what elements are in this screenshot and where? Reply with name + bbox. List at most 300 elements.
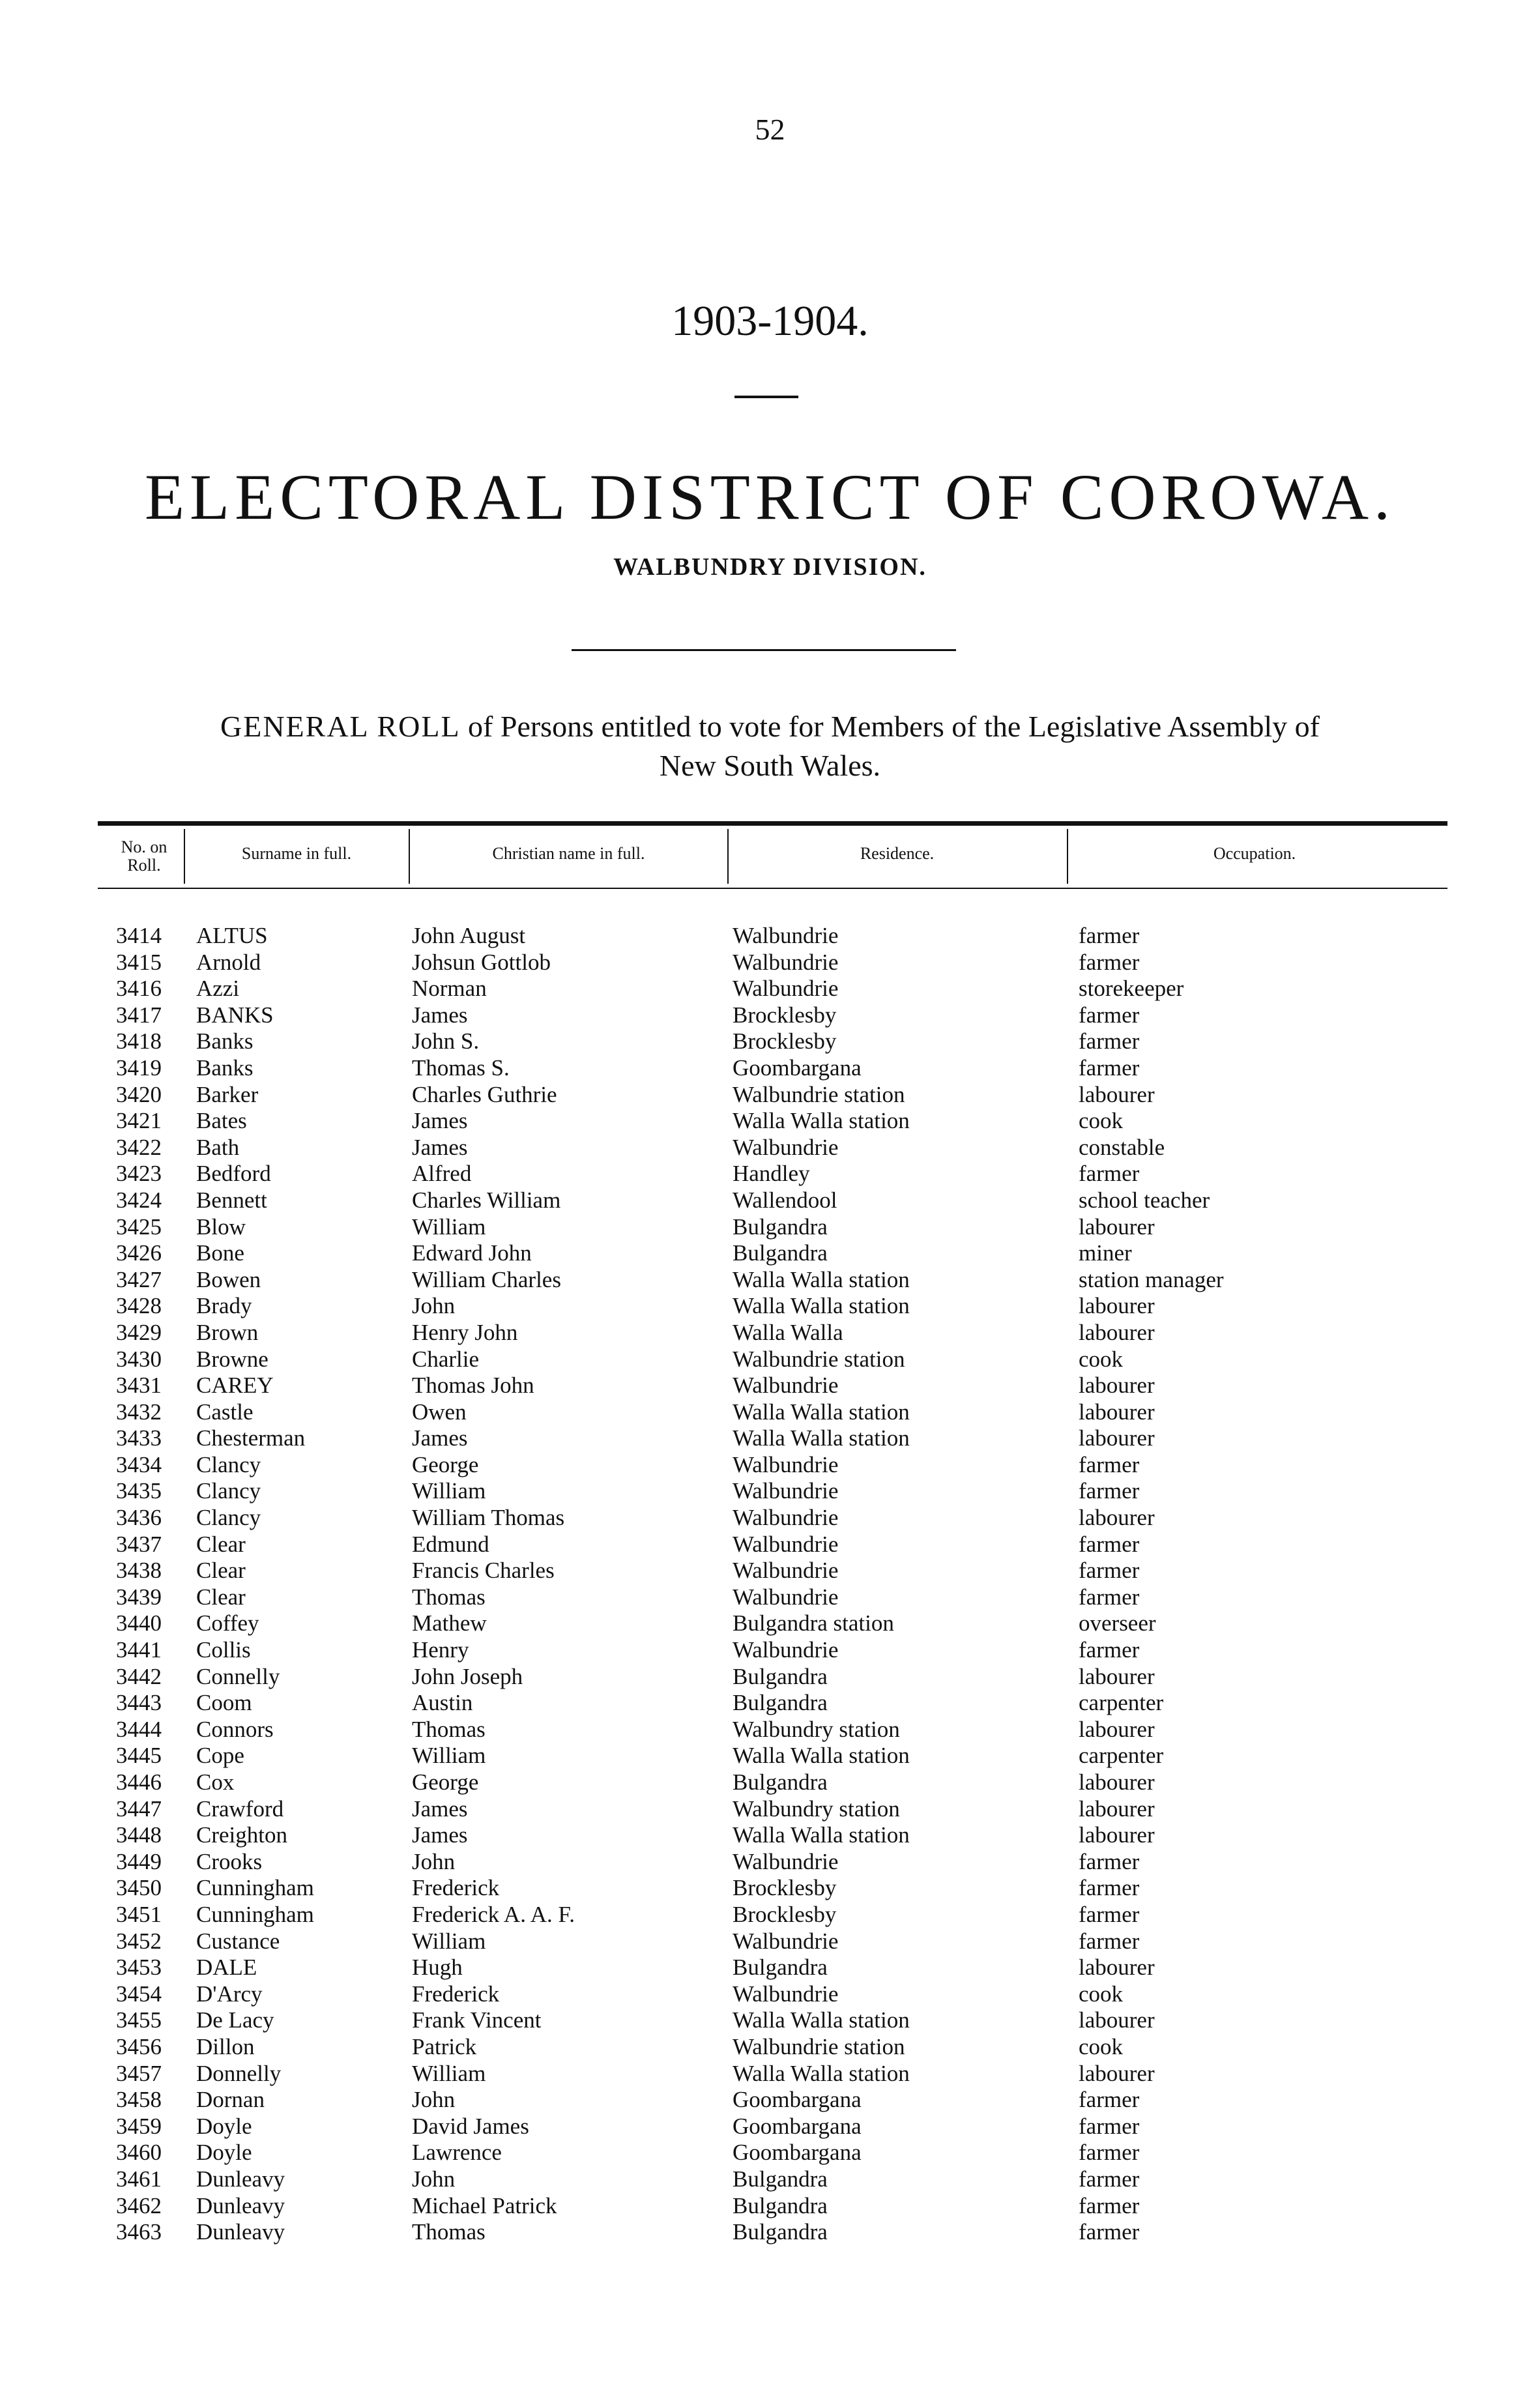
occupation-cell: labourer [1079,1716,1155,1742]
surname-cell: Clear [196,1558,246,1584]
table-row [0,1558,1540,1584]
table-row [0,1610,1540,1637]
roll-number-cell: 3438 [116,1558,162,1584]
christian-name-cell: William [412,1214,486,1240]
christian-name-cell: William [412,1928,486,1954]
surname-cell: Coom [196,1690,252,1716]
table-row [0,1082,1540,1109]
christian-name-cell: Charles Guthrie [412,1081,557,1107]
occupation-cell: labourer [1079,1822,1155,1848]
christian-name-cell: Patrick [412,2033,477,2059]
roll-number-cell: 3436 [116,1505,162,1531]
surname-cell: ALTUS [196,923,268,948]
roll-number-cell: 3420 [116,1081,162,1107]
residence-cell: Walbundrie [733,1505,839,1531]
table-row [0,1425,1540,1452]
table-row [0,1399,1540,1426]
table-row [0,1002,1540,1029]
residence-cell: Bulgandra [733,1240,828,1266]
residence-cell: Walbundry station [733,1795,900,1822]
surname-cell: Clancy [196,1478,261,1504]
residence-cell: Walbundrie [733,1134,839,1160]
christian-name-cell: Frederick [412,1875,500,1901]
roll-number-cell: 3430 [116,1346,162,1372]
occupation-cell: labourer [1079,1425,1155,1451]
residence-cell: Walla Walla station [733,2007,910,2033]
occupation-cell: labourer [1079,1955,1155,1981]
roll-number-cell: 3418 [116,1028,162,1054]
christian-name-cell: Henry John [412,1319,518,1345]
residence-cell: Handley [733,1161,810,1187]
residence-cell: Walbundry station [733,1716,900,1742]
column-header-christian: Christian name in full. [492,844,645,863]
residence-cell: Walbundrie [733,1373,839,1399]
table-row [0,1637,1540,1664]
christian-name-cell: Henry [412,1637,469,1663]
occupation-cell: farmer [1079,2192,1140,2218]
column-header-residence: Residence. [860,844,935,863]
christian-name-cell: Frederick A. A. F. [412,1901,575,1927]
surname-cell: Bath [196,1134,240,1160]
table-row [0,1875,1540,1902]
christian-name-cell: John [412,2166,456,2192]
residence-cell: Walla Walla station [733,1425,910,1451]
roll-number-cell: 3433 [116,1425,162,1451]
occupation-cell: storekeeper [1079,976,1184,1002]
table-row [0,1214,1540,1241]
column-header-no: No. on Roll. [121,837,167,875]
occupation-cell: farmer [1079,1028,1140,1054]
table-row [0,1532,1540,1558]
occupation-cell: labourer [1079,2060,1155,2086]
surname-cell: Arnold [196,949,261,975]
residence-cell: Walla Walla [733,1319,843,1345]
roll-description [111,707,1429,785]
occupation-cell: farmer [1079,1451,1140,1477]
roll-table-body [0,923,1540,2246]
surname-cell: Connelly [196,1663,280,1689]
christian-name-cell: Mathew [412,1610,487,1636]
occupation-cell: farmer [1079,1002,1140,1028]
occupation-cell: farmer [1079,2087,1140,2113]
table-row [0,1452,1540,1479]
christian-name-cell: John August [412,923,526,948]
table-row [0,2114,1540,2140]
roll-years: 1903-1904. [671,297,869,345]
column-divider [1067,829,1068,884]
residence-cell: Walbundrie [733,1478,839,1504]
table-row [0,1108,1540,1135]
residence-cell: Walla Walla station [733,1399,910,1425]
occupation-cell: farmer [1079,1531,1140,1557]
table-row [0,1135,1540,1161]
residence-cell: Bulgandra [733,2219,828,2245]
residence-cell: Walla Walla station [733,2060,910,2086]
residence-cell: Walbundrie [733,1981,839,2007]
surname-cell: Custance [196,1928,280,1954]
surname-cell: Doyle [196,2113,252,2139]
residence-cell: Goombargana [733,1054,862,1081]
divider-mid [572,649,956,651]
surname-cell: Coffey [196,1610,259,1636]
surname-cell: Banks [196,1054,254,1081]
christian-name-cell: William [412,1743,486,1769]
roll-number-cell: 3434 [116,1451,162,1477]
roll-number-cell: 3462 [116,2192,162,2218]
column-header-surname: Surname in full. [241,844,352,863]
roll-number-cell: 3457 [116,2060,162,2086]
surname-cell: Brady [196,1293,252,1319]
christian-name-cell: Michael Patrick [412,2192,557,2218]
roll-number-cell: 3461 [116,2166,162,2192]
occupation-cell: constable [1079,1134,1165,1160]
roll-number-cell: 3452 [116,1928,162,1954]
roll-number-cell: 3427 [116,1266,162,1292]
christian-name-cell: John [412,1848,456,1874]
roll-number-cell: 3442 [116,1663,162,1689]
residence-cell: Walla Walla station [733,1108,910,1134]
table-row [0,2087,1540,2114]
roll-number-cell: 3444 [116,1716,162,1742]
table-row [0,2140,1540,2166]
roll-number-cell: 3445 [116,1743,162,1769]
residence-cell: Goombargana [733,2113,862,2139]
table-row [0,1346,1540,1373]
table-top-rule [98,821,1447,826]
christian-name-cell: David James [412,2113,529,2139]
table-row [0,1902,1540,1928]
occupation-cell: labourer [1079,1081,1155,1107]
christian-name-cell: Francis Charles [412,1558,555,1584]
roll-number-cell: 3453 [116,1955,162,1981]
occupation-cell: farmer [1079,923,1140,948]
occupation-cell: carpenter [1079,1743,1164,1769]
occupation-cell: farmer [1079,1161,1140,1187]
roll-number-cell: 3447 [116,1795,162,1822]
christian-name-cell: Charlie [412,1346,480,1372]
occupation-cell: cook [1079,1981,1124,2007]
residence-cell: Brocklesby [733,1875,837,1901]
table-row [0,2219,1540,2246]
occupation-cell: labourer [1079,1293,1155,1319]
residence-cell: Goombargana [733,2087,862,2113]
surname-cell: Clear [196,1531,246,1557]
roll-description-line2: New South Wales. [659,749,881,782]
christian-name-cell: William Charles [412,1266,561,1292]
table-row [0,1664,1540,1691]
surname-cell: Blow [196,1214,246,1240]
roll-number-cell: 3422 [116,1134,162,1160]
roll-number-cell: 3429 [116,1319,162,1345]
residence-cell: Walbundrie [733,1848,839,1874]
table-row [0,2193,1540,2220]
christian-name-cell: Austin [412,1690,473,1716]
table-row [0,1769,1540,1796]
residence-cell: Walla Walla station [733,1822,910,1848]
christian-name-cell: James [412,1002,468,1028]
roll-number-cell: 3450 [116,1875,162,1901]
surname-cell: Creighton [196,1822,287,1848]
christian-name-cell: Norman [412,976,487,1002]
christian-name-cell: James [412,1108,468,1134]
column-divider [727,829,729,884]
christian-name-cell: Owen [412,1399,467,1425]
surname-cell: Browne [196,1346,269,1372]
surname-cell: Cunningham [196,1901,314,1927]
table-row [0,2166,1540,2193]
table-row [0,2034,1540,2061]
roll-number-cell: 3417 [116,1002,162,1028]
residence-cell: Goombargana [733,2140,862,2166]
christian-name-cell: Johsun Gottlob [412,949,551,975]
residence-cell: Walbundrie [733,923,839,948]
surname-cell: Crooks [196,1848,263,1874]
residence-cell: Bulgandra [733,1214,828,1240]
table-row [0,2007,1540,2034]
table-row [0,1267,1540,1294]
residence-cell: Wallendool [733,1187,837,1213]
roll-number-cell: 3455 [116,2007,162,2033]
roll-number-cell: 3414 [116,923,162,948]
residence-cell: Walbundrie [733,1531,839,1557]
christian-name-cell: William [412,1478,486,1504]
occupation-cell: labourer [1079,1795,1155,1822]
surname-cell: Dunleavy [196,2192,285,2218]
christian-name-cell: John [412,2087,456,2113]
table-row [0,1320,1540,1346]
roll-number-cell: 3416 [116,976,162,1002]
occupation-cell: labourer [1079,2007,1155,2033]
occupation-cell: farmer [1079,2113,1140,2139]
christian-name-cell: Thomas [412,2219,486,2245]
occupation-cell: farmer [1079,1848,1140,1874]
christian-name-cell: William [412,2060,486,2086]
christian-name-cell: James [412,1822,468,1848]
occupation-cell: farmer [1079,1054,1140,1081]
christian-name-cell: Thomas [412,1716,486,1742]
roll-number-cell: 3439 [116,1584,162,1610]
occupation-cell: farmer [1079,1558,1140,1584]
surname-cell: Azzi [196,976,240,1002]
occupation-cell: labourer [1079,1373,1155,1399]
residence-cell: Walbundrie station [733,1081,905,1107]
occupation-cell: farmer [1079,1478,1140,1504]
roll-number-cell: 3431 [116,1373,162,1399]
occupation-cell: labourer [1079,1399,1155,1425]
christian-name-cell: Alfred [412,1161,472,1187]
table-row [0,1187,1540,1214]
roll-number-cell: 3437 [116,1531,162,1557]
christian-name-cell: James [412,1795,468,1822]
table-row [0,1293,1540,1320]
table-row [0,1743,1540,1769]
christian-name-cell: Frederick [412,1981,500,2007]
roll-number-cell: 3448 [116,1822,162,1848]
occupation-cell: labourer [1079,1663,1155,1689]
page-number: 52 [755,113,785,146]
residence-cell: Brocklesby [733,1901,837,1927]
surname-cell: BANKS [196,1002,274,1028]
surname-cell: Bates [196,1108,247,1134]
surname-cell: Dunleavy [196,2166,285,2192]
occupation-cell: farmer [1079,949,1140,975]
roll-number-cell: 3432 [116,1399,162,1425]
surname-cell: Doyle [196,2140,252,2166]
roll-number-cell: 3441 [116,1637,162,1663]
column-divider [184,829,185,884]
christian-name-cell: Lawrence [412,2140,502,2166]
roll-number-cell: 3415 [116,949,162,975]
surname-cell: Cope [196,1743,244,1769]
residence-cell: Walbundrie [733,949,839,975]
roll-number-cell: 3454 [116,1981,162,2007]
occupation-cell: farmer [1079,1875,1140,1901]
christian-name-cell: James [412,1425,468,1451]
table-row [0,1822,1540,1849]
occupation-cell: station manager [1079,1266,1224,1292]
roll-number-cell: 3443 [116,1690,162,1716]
column-header-occupation: Occupation. [1213,844,1296,863]
occupation-cell: cook [1079,2033,1124,2059]
roll-number-cell: 3456 [116,2033,162,2059]
roll-number-cell: 3458 [116,2087,162,2113]
christian-name-cell: George [412,1769,479,1795]
christian-name-cell: Edward John [412,1240,532,1266]
surname-cell: Clancy [196,1451,261,1477]
surname-cell: Chesterman [196,1425,306,1451]
surname-cell: Cunningham [196,1875,314,1901]
residence-cell: Walbundrie [733,1451,839,1477]
roll-number-cell: 3425 [116,1214,162,1240]
surname-cell: CAREY [196,1373,274,1399]
table-row [0,1981,1540,2008]
surname-cell: Collis [196,1637,251,1663]
residence-cell: Walbundrie [733,1558,839,1584]
table-row [0,976,1540,1002]
surname-cell: De Lacy [196,2007,274,2033]
surname-cell: Dornan [196,2087,265,2113]
table-row [0,923,1540,950]
christian-name-cell: James [412,1134,468,1160]
table-row [0,1796,1540,1823]
occupation-cell: school teacher [1079,1187,1210,1213]
occupation-cell: carpenter [1079,1690,1164,1716]
occupation-cell: labourer [1079,1214,1155,1240]
table-row [0,1055,1540,1082]
occupation-cell: farmer [1079,1928,1140,1954]
residence-cell: Walbundrie [733,1584,839,1610]
divider-short [734,396,798,398]
roll-number-cell: 3440 [116,1610,162,1636]
occupation-cell: farmer [1079,2140,1140,2166]
residence-cell: Brocklesby [733,1028,837,1054]
occupation-cell: farmer [1079,2166,1140,2192]
residence-cell: Bulgandra station [733,1610,894,1636]
table-row [0,2061,1540,2087]
roll-number-cell: 3423 [116,1161,162,1187]
residence-cell: Bulgandra [733,1663,828,1689]
roll-number-cell: 3463 [116,2219,162,2245]
roll-number-cell: 3446 [116,1769,162,1795]
surname-cell: Bedford [196,1161,271,1187]
surname-cell: Bennett [196,1187,267,1213]
christian-name-cell: John [412,1293,456,1319]
table-row [0,950,1540,976]
residence-cell: Brocklesby [733,1002,837,1028]
roll-number-cell: 3460 [116,2140,162,2166]
surname-cell: Dillon [196,2033,255,2059]
table-row [0,1690,1540,1717]
occupation-cell: labourer [1079,1769,1155,1795]
surname-cell: D'Arcy [196,1981,263,2007]
christian-name-cell: John S. [412,1028,480,1054]
residence-cell: Walbundrie [733,976,839,1002]
occupation-cell: labourer [1079,1319,1155,1345]
residence-cell: Bulgandra [733,1690,828,1716]
surname-cell: Clear [196,1584,246,1610]
christian-name-cell: Frank Vincent [412,2007,542,2033]
christian-name-cell: Thomas [412,1584,486,1610]
residence-cell: Walbundrie [733,1928,839,1954]
roll-number-cell: 3428 [116,1293,162,1319]
residence-cell: Walla Walla station [733,1266,910,1292]
surname-cell: Barker [196,1081,259,1107]
table-row [0,1240,1540,1267]
residence-cell: Bulgandra [733,1955,828,1981]
district-title: ELECTORAL DISTRICT OF COROWA. [144,461,1396,533]
table-row [0,1028,1540,1055]
christian-name-cell: John Joseph [412,1663,523,1689]
surname-cell: Bowen [196,1266,261,1292]
table-row [0,1928,1540,1955]
christian-name-cell: George [412,1451,479,1477]
residence-cell: Bulgandra [733,2192,828,2218]
residence-cell: Bulgandra [733,1769,828,1795]
surname-cell: Donnelly [196,2060,282,2086]
table-row [0,1478,1540,1505]
surname-cell: Banks [196,1028,254,1054]
residence-cell: Walla Walla station [733,1743,910,1769]
table-row [0,1584,1540,1611]
table-header-rule [98,888,1447,889]
occupation-cell: farmer [1079,1584,1140,1610]
roll-number-cell: 3419 [116,1054,162,1081]
residence-cell: Bulgandra [733,2166,828,2192]
division-title: WALBUNDRY DIVISION. [613,553,927,581]
roll-number-cell: 3426 [116,1240,162,1266]
occupation-cell: cook [1079,1346,1124,1372]
table-row [0,1161,1540,1187]
occupation-cell: cook [1079,1108,1124,1134]
roll-number-cell: 3449 [116,1848,162,1874]
occupation-cell: farmer [1079,1901,1140,1927]
christian-name-cell: Charles William [412,1187,561,1213]
christian-name-cell: William Thomas [412,1505,565,1531]
table-row [0,1955,1540,1981]
roll-number-cell: 3451 [116,1901,162,1927]
surname-cell: Cox [196,1769,235,1795]
surname-cell: Castle [196,1399,254,1425]
table-row [0,1505,1540,1532]
christian-name-cell: Hugh [412,1955,463,1981]
roll-number-cell: 3421 [116,1108,162,1134]
column-divider [409,829,410,884]
surname-cell: Clancy [196,1505,261,1531]
surname-cell: Crawford [196,1795,284,1822]
residence-cell: Walla Walla station [733,1293,910,1319]
roll-description-caps: GENERAL ROLL [220,710,461,743]
surname-cell: Connors [196,1716,274,1742]
